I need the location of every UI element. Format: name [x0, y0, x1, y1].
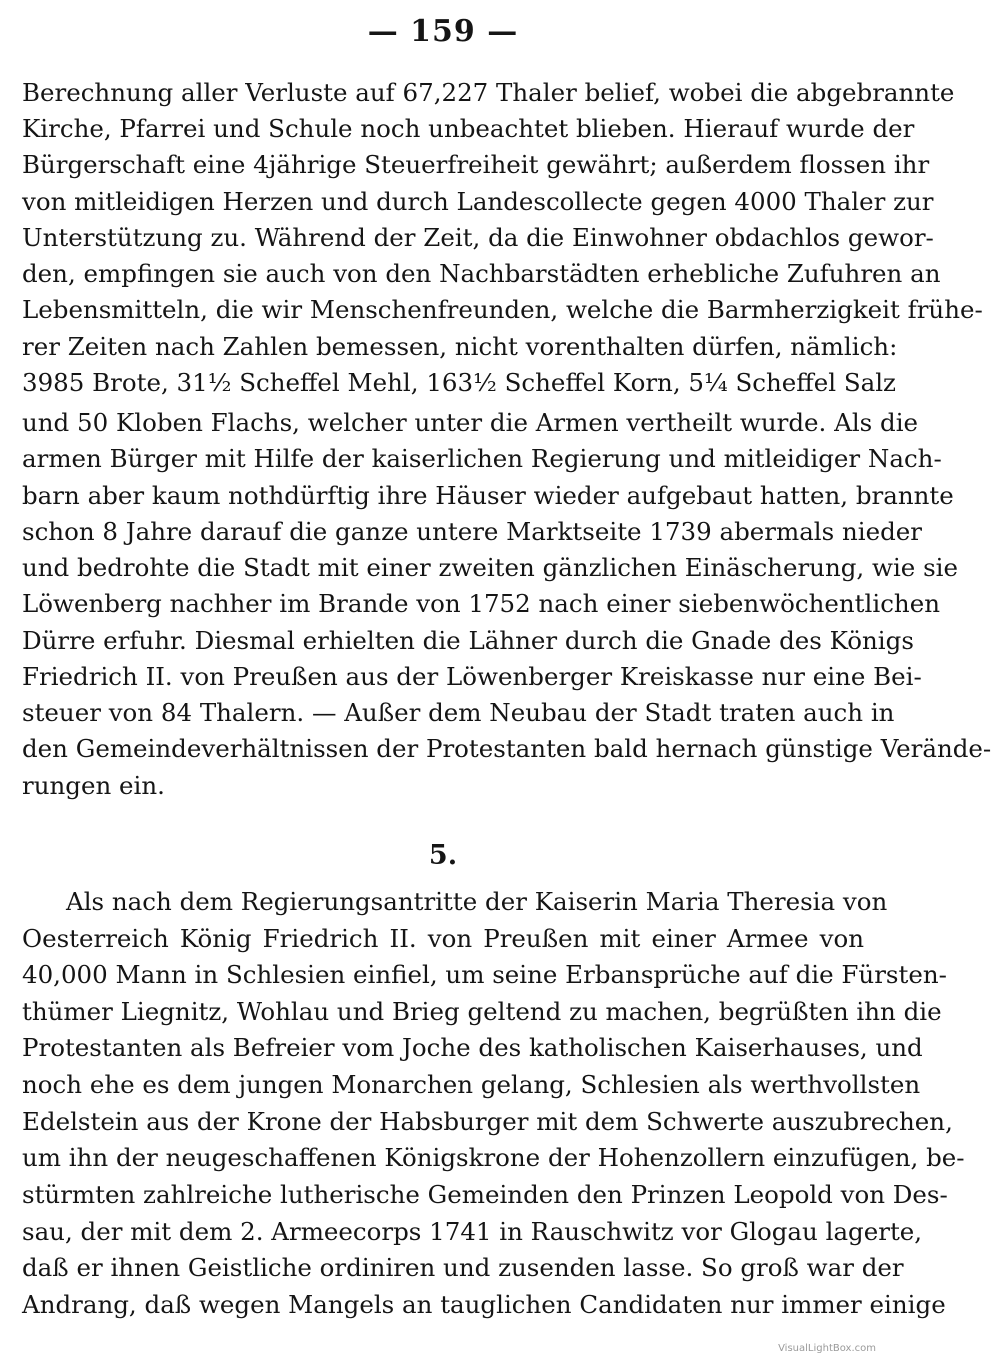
page-number: — 159 —: [367, 14, 519, 49]
section-heading: 5.: [428, 840, 458, 871]
text-line: noch ehe es dem jungen Monarchen gelang, Schlesien als werthvollsten: [22, 1070, 921, 1099]
text-line: Bürgerschaft eine 4jährige Steuerfreiheit gewährt; außerdem flossen ihr: [22, 150, 930, 179]
text-line: von mitleidigen Herzen und durch Landescollecte gegen 4000 Thaler zur: [22, 187, 934, 216]
text-line: Protestanten als Befreier vom Joche des katholischen Kaiserhauses, und: [22, 1033, 923, 1062]
text-line: Unterstützung zu. Während der Zeit, da die Einwohner obdachlos gewor-: [22, 223, 934, 252]
text-line: schon 8 Jahre darauf die ganze untere Marktseite 1739 abermals nieder: [22, 517, 923, 546]
text-line: rungen ein.: [22, 771, 165, 800]
text-line: und 50 Kloben Flachs, welcher unter die Armen vertheilt wurde. Als die: [22, 408, 919, 437]
text-line: Oesterreich König Friedrich II. von Preußen mit einer Armee von: [22, 924, 864, 953]
text-line: steuer von 84 Thalern. — Außer dem Neubau der Stadt traten auch in: [22, 698, 895, 727]
text-line: Andrang, daß wegen Mangels an tauglichen Candidaten nur immer einige: [22, 1290, 946, 1319]
text-line: barn aber kaum nothdürftig ihre Häuser wieder aufgebaut hatten, brannte: [22, 481, 954, 510]
text-line: und bedrohte die Stadt mit einer zweiten gänzlichen Einäscherung, wie sie: [22, 553, 958, 582]
text-line: Edelstein aus der Krone der Habsburger mit dem Schwerte auszubrechen,: [22, 1107, 953, 1136]
text-line: 40,000 Mann in Schlesien einfiel, um seine Erbansprüche auf die Fürsten-: [22, 960, 947, 989]
text-line: Lebensmitteln, die wir Menschenfreunden, welche die Barmherzigkeit frühe-: [22, 295, 983, 324]
text-line: Dürre erfuhr. Diesmal erhielten die Lähner durch die Gnade des Königs: [22, 626, 914, 655]
watermark: VisualLightBox.com: [778, 1343, 876, 1354]
text-line: Als nach dem Regierungsantritte der Kaiserin Maria Theresia von: [66, 887, 888, 916]
text-line: Kirche, Pfarrei und Schule noch unbeachtet blieben. Hierauf wurde der: [22, 114, 915, 143]
text-line: rer Zeiten nach Zahlen bemessen, nicht vorenthalten dürfen, nämlich:: [22, 332, 898, 361]
text-line: stürmten zahlreiche lutherische Gemeinden den Prinzen Leopold von Des-: [22, 1180, 948, 1209]
text-line: Friedrich II. von Preußen aus der Löwenberger Kreiskasse nur eine Bei-: [22, 662, 922, 691]
text-line: 3985 Brote, 31½ Scheffel Mehl, 163½ Scheffel Korn, 5¼ Scheffel Salz: [22, 368, 896, 397]
text-line: Berechnung aller Verluste auf 67,227 Thaler belief, wobei die abgebrannte: [22, 78, 955, 107]
text-line: den, empfingen sie auch von den Nachbarstädten erhebliche Zufuhren an: [22, 259, 941, 288]
text-line: Löwenberg nachher im Brande von 1752 nach einer siebenwöchentlichen: [22, 589, 940, 618]
text-line: thümer Liegnitz, Wohlau und Brieg geltend zu machen, begrüßten ihn die: [22, 997, 942, 1026]
text-line: sau, der mit dem 2. Armeecorps 1741 in Rauschwitz vor Glogau lagerte,: [22, 1217, 923, 1246]
text-line: um ihn der neugeschaffenen Königskrone der Hohenzollern einzufügen, be-: [22, 1143, 965, 1172]
text-line: armen Bürger mit Hilfe der kaiserlichen Regierung und mitleidiger Nach-: [22, 444, 942, 473]
text-line: daß er ihnen Geistliche ordiniren und zusenden lasse. So groß war der: [22, 1253, 904, 1282]
text-line: den Gemeindeverhältnissen der Protestanten bald hernach günstige Verände-: [22, 734, 991, 763]
